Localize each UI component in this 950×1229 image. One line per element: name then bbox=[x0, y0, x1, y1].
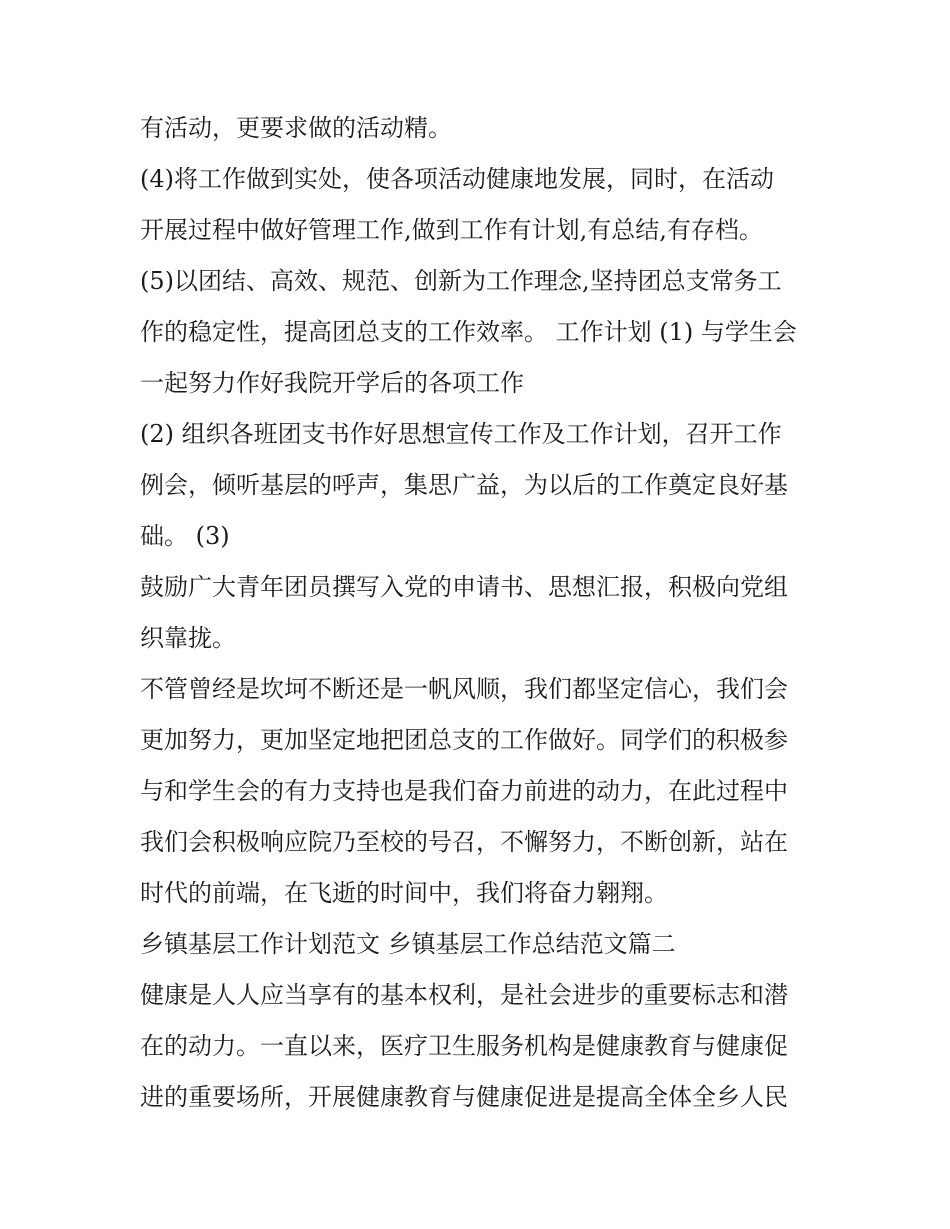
text-line: (5)以团结、高效、规范、创新为工作理念,坚持团总支常务工 bbox=[140, 267, 782, 295]
text-line: 鼓励广大青年团员撰写入党的申请书、思想汇报，积极向党组 bbox=[140, 573, 788, 601]
text-line: 健康是人人应当享有的基本权利，是社会进步的重要标志和潜 bbox=[140, 981, 788, 1009]
text-line: (4)将工作做到实处，使各项活动健康地发展，同时，在活动 bbox=[140, 165, 774, 193]
text-line: 时代的前端，在飞逝的时间中，我们将奋力翱翔。 bbox=[140, 879, 668, 907]
text-line: 与和学生会的有力支持也是我们奋力前进的动力，在此过程中 bbox=[140, 777, 788, 805]
text-line: 进的重要场所，开展健康教育与健康促进是提高全体全乡人民 bbox=[140, 1083, 788, 1111]
document-body bbox=[140, 107, 830, 1127]
section-heading: 乡镇基层工作计划范文 乡镇基层工作总结范文篇二 bbox=[140, 930, 676, 958]
text-line: 开展过程中做好管理工作,做到工作有计划,有总结,有存档。 bbox=[140, 216, 763, 244]
text-line: 我们会积极响应院乃至校的号召，不懈努力，不断创新，站在 bbox=[140, 828, 788, 856]
text-line: 例会，倾听基层的呼声，集思广益，为以后的工作奠定良好基 bbox=[140, 471, 788, 499]
text-line: 作的稳定性，提高团总支的工作效率。 工作计划 (1) 与学生会 bbox=[140, 318, 797, 346]
text-line: 更加努力，更加坚定地把团总支的工作做好。同学们的积极参 bbox=[140, 726, 788, 754]
text-line: 础。 (3) bbox=[140, 522, 230, 550]
text-line: 不管曾经是坎坷不断还是一帆风顺，我们都坚定信心，我们会 bbox=[140, 675, 788, 703]
text-line: 一起努力作好我院开学后的各项工作 bbox=[140, 369, 524, 397]
text-line: (2) 组织各班团支书作好思想宣传工作及工作计划，召开工作 bbox=[140, 420, 782, 448]
text-line: 在的动力。一直以来，医疗卫生服务机构是健康教育与健康促 bbox=[140, 1032, 788, 1060]
text-line: 织靠拢。 bbox=[140, 624, 236, 652]
text-line: 有活动，更要求做的活动精。 bbox=[140, 114, 452, 142]
